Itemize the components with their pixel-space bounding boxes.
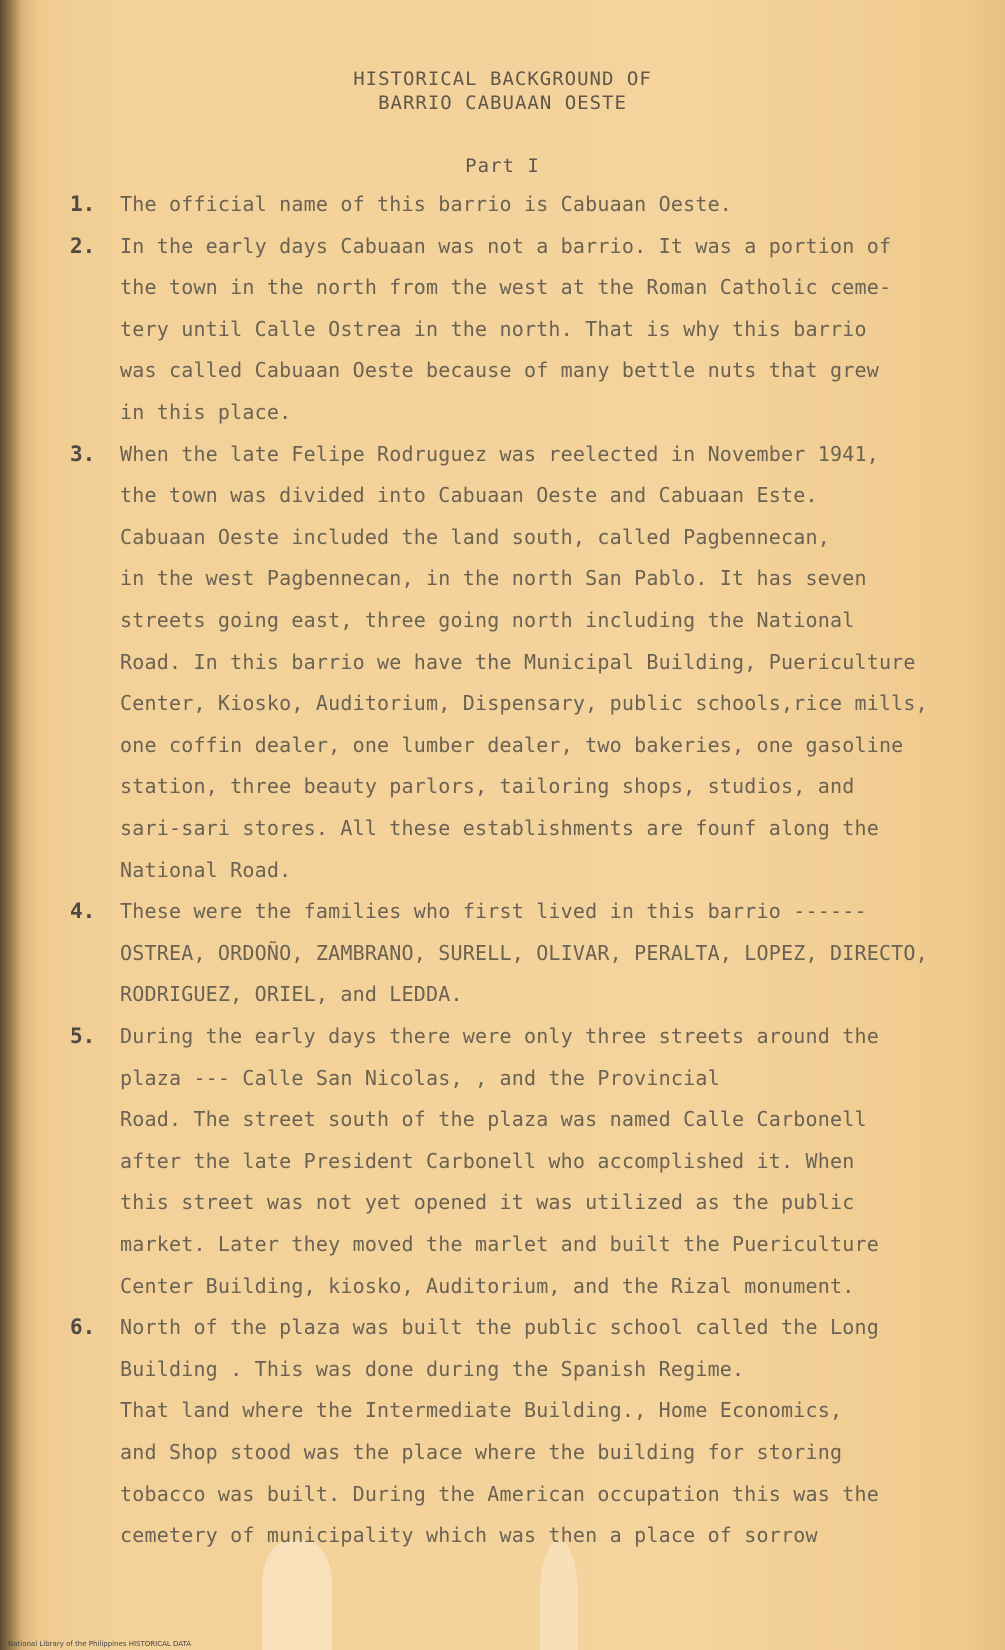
text-line: tobacco was built. During the American occupation this was the (120, 1481, 879, 1506)
item-number: 3. (70, 441, 96, 466)
paper-tear (540, 1540, 578, 1650)
paper-tear (262, 1540, 332, 1650)
text-line: Building . This was done during the Spanish Regime. (120, 1356, 745, 1381)
text-line: These were the families who first lived in this barrio ------ (120, 899, 867, 924)
text-line: after the late President Carbonell who accomplished it. When (120, 1148, 855, 1173)
item-number: 1. (70, 192, 96, 216)
archive-footer: National Library of the Philippines HISTORICAL DATA (8, 1640, 192, 1648)
text-line: plaza --- Calle San Nicolas, , and the Provincial (120, 1065, 720, 1090)
text-line: Road. In this barrio we have the Municipal Building, Puericulture (120, 649, 916, 674)
text-line: Cabuaan Oeste included the land south, called Pagbennecan, (120, 524, 830, 549)
item-number: 5. (70, 1024, 96, 1048)
item-number: 4. (70, 899, 96, 924)
text-line: Center, Kiosko, Auditorium, Dispensary, public schools,rice mills, (120, 691, 928, 716)
text-line: was called Cabuaan Oeste because of many bettle nuts that grew (120, 358, 879, 383)
text-line: the town was divided into Cabuaan Oeste and Cabuaan Este. (120, 483, 818, 508)
text-line: cemetery of municipality which was then a place of sorrow (120, 1523, 818, 1548)
text-line: That land where the Intermediate Building., Home Economics, (120, 1398, 843, 1423)
document-title-line-1: HISTORICAL BACKGROUND OF (353, 68, 652, 90)
text-line: OSTREA, ORDOÑO, ZAMBRANO, SURELL, OLIVAR, PERALTA, LOPEZ, DIRECTO, (120, 940, 928, 965)
text-line: National Road. (120, 857, 292, 882)
text-line: tery until Calle Ostrea in the north. That is why this barrio (120, 316, 867, 341)
text-line: sari-sari stores. All these establishments are founf along the (120, 816, 879, 840)
text-line: RODRIGUEZ, ORIEL, and LEDDA. (120, 982, 463, 1007)
document-title-line-2: BARRIO CABUAAN OESTE (378, 92, 627, 114)
text-line: market. Later they moved the marlet and built the Puericulture (120, 1232, 879, 1256)
text-line: this street was not yet opened it was utilized as the public (120, 1190, 855, 1215)
text-line: During the early days there were only three streets around the (120, 1024, 879, 1048)
text-line: When the late Felipe Rodruguez was reelected in November 1941, (120, 441, 879, 466)
text-line: Center Building, kiosko, Auditorium, and the Rizal monument. (120, 1273, 855, 1298)
text-line: In the early days Cabuaan was not a barrio. It was a portion of (120, 233, 892, 258)
text-line: streets going east, three going north including the National (120, 608, 855, 632)
item-number: 6. (70, 1315, 96, 1340)
text-line: The official name of this barrio is Cabuaan Oeste. (120, 192, 733, 216)
text-line: Road. The street south of the plaza was named Calle Carbonell (120, 1107, 867, 1132)
text-line: and Shop stood was the place where the building for storing (120, 1440, 843, 1464)
text-line: in this place. (120, 400, 292, 424)
item-number: 2. (70, 233, 96, 258)
text-line: in the west Pagbennecan, in the north San Pablo. It has seven (120, 566, 867, 591)
text-line: one coffin dealer, one lumber dealer, two bakeries, one gasoline (120, 732, 904, 757)
part-heading: Part I (465, 155, 540, 177)
text-line: North of the plaza was built the public school called the Long (120, 1315, 879, 1340)
text-line: the town in the north from the west at the Roman Catholic ceme- (120, 275, 892, 300)
text-line: station, three beauty parlors, tailoring shops, studios, and (120, 774, 855, 799)
